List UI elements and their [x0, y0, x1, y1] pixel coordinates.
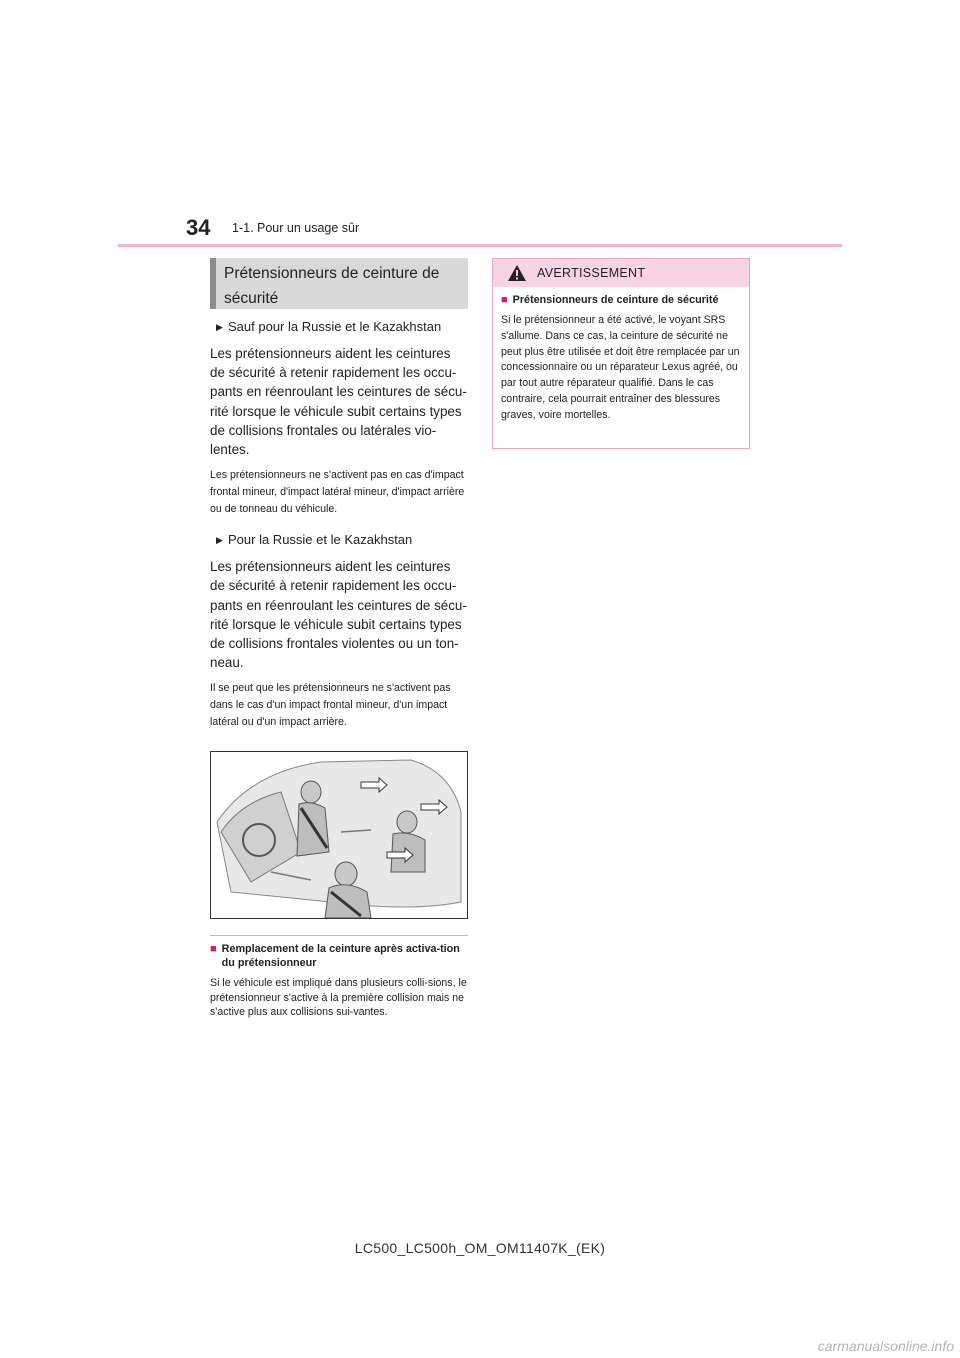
bullet-item — [216, 532, 468, 547]
square-bullet-icon: ■ — [501, 294, 508, 306]
note-paragraph: Les prétensionneurs ne s'activent pas en cas d'impact frontal mineur, d'impact latéral mineur, d'impact arrière ou de tonneau du véhicule. — [210, 469, 465, 516]
warning-header — [493, 259, 749, 287]
document-code: LC500_LC500h_OM_OM11407K_(EK) — [354, 1240, 606, 1256]
note-title-text: Remplacement de la ceinture après activa-tion du prétensionneur — [221, 943, 460, 970]
square-bullet-icon: ■ — [210, 943, 217, 956]
warning-triangle-icon — [507, 264, 527, 282]
body-paragraph: Les prétensionneurs aident les ceintures de sécurité à retenir rapidement les occu-pants en réenroulant les ceintures de sécu-rité lorsque le véhicule subit certains types de collisions frontales ou latérales vio-lentes. — [210, 346, 467, 458]
section-heading: Prétensionneurs de ceinture de sécurité — [210, 258, 468, 309]
note-text: Si le véhicule est impliqué dans plusieurs colli-sions, le prétensionneur s'active à la première collision mais ne s'active plus aux collisions sui-vantes. — [210, 977, 467, 1019]
note-paragraph: Il se peut que les prétensionneurs ne s'activent pas dans le cas d'un impact frontal mineur, d'un impact latéral ou d'un impact arrière. — [210, 682, 451, 729]
arrow-right-icon: ▶ — [216, 322, 223, 332]
watermark[interactable]: carmanualsonline.info — [817, 1338, 954, 1354]
arrow-right-icon: ▶ — [216, 535, 223, 546]
warning-box — [492, 258, 750, 449]
chapter-title: 1-1. Pour un usage sûr — [232, 221, 360, 235]
warning-title — [501, 293, 741, 307]
warning-body — [493, 287, 749, 424]
warning-label: AVERTISSEMENT — [537, 266, 646, 280]
note-block — [210, 935, 468, 1019]
car-interior-drawing — [211, 752, 467, 918]
header-rule — [118, 244, 842, 247]
left-column — [210, 258, 468, 1020]
warning-text: Si le prétensionneur a été activé, le voyant SRS s'allume. Dans ce cas, la ceinture de sécurité ne peut plus être utilisée et doit être remplacée par un concessionnaire ou un réparateur Lexus agréé, ou par tout autre réparateur qualifié. Dans le cas contraire, cela pourrait entraîner des blessures graves, voire mortelles. — [501, 314, 740, 421]
bullet-label: Pour la Russie et le Kazakhstan — [228, 532, 413, 548]
warning-title-text: Prétensionneurs de ceinture de sécurité — [512, 294, 719, 306]
bullet-item — [216, 319, 468, 334]
page-number: 34 — [186, 215, 211, 240]
bullet-label: Sauf pour la Russie et le Kazakhstan — [228, 319, 442, 334]
seatbelt-illustration — [210, 751, 468, 919]
body-paragraph: Les prétensionneurs aident les ceintures de sécurité à retenir rapidement les occu-pants en réenroulant les ceintures de sécu-rité lorsque le véhicule subit certains types de collisions frontales violentes ou un ton-neau. — [210, 559, 467, 671]
note-title — [210, 942, 468, 970]
